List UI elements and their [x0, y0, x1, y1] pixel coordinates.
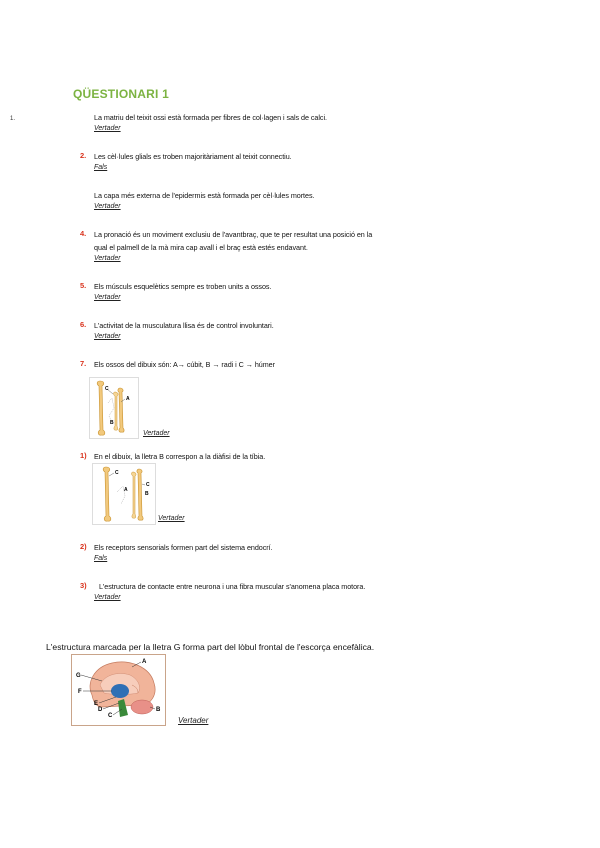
- figure2-label-c-left: C: [115, 470, 119, 476]
- list-marker: 1.: [10, 116, 16, 122]
- arm-bones-figure-1: [89, 377, 139, 439]
- question-4-text-line2: qual el palmell de la mà mira cap avall i el braç està estés endavant.: [94, 243, 308, 252]
- figure2-label-c-right: C: [146, 482, 150, 488]
- brain-label-c: C: [108, 713, 113, 719]
- question-2-number: 2.: [80, 151, 87, 160]
- question-7-number: 7.: [80, 359, 87, 368]
- subquestion-3-text: L'estructura de contacte entre neurona i una fibra muscular s'anomena placa motora.: [99, 582, 366, 591]
- subquestion-1-number: 1): [80, 451, 87, 460]
- question-2-text: Les cèl·lules glials es troben majoritàriament al teixit connectiu.: [94, 152, 292, 161]
- question-3-answer: Vertader: [94, 203, 121, 210]
- subquestion-1-answer: Vertader: [158, 515, 185, 522]
- brain-label-g: G: [76, 673, 81, 679]
- arm-bones-figure-2: [92, 463, 156, 525]
- arm-bones-illustration: [90, 378, 138, 438]
- final-question-answer: Vertader: [178, 716, 209, 725]
- brain-label-f: F: [78, 689, 82, 695]
- question-5-number: 5.: [80, 281, 87, 290]
- question-4-answer: Vertader: [94, 255, 121, 262]
- subquestion-1-text: En el dibuix, la lletra B correspon a la diàfisi de la tíbia.: [94, 452, 266, 461]
- question-6-text: L'activitat de la musculatura llisa és de control involuntari.: [94, 321, 274, 330]
- question-5-answer: Vertader: [94, 294, 121, 301]
- brain-label-b: B: [156, 707, 161, 713]
- brain-label-d: D: [98, 707, 103, 713]
- figure2-label-a: A: [124, 487, 128, 493]
- question-1-text: La matriu del teixit ossi està formada per fibres de col·lagen i sals de calci.: [94, 113, 327, 122]
- page-title: QÜESTIONARI 1: [73, 87, 169, 101]
- arm-bones-illustration-2: [93, 464, 155, 524]
- figure2-label-b: B: [145, 491, 149, 497]
- question-7-answer: Vertader: [143, 430, 170, 437]
- question-7-text: Els ossos del dibuix són: A→ cúbit, B → radi i C → húmer: [94, 360, 275, 369]
- brain-illustration: [72, 655, 165, 725]
- figure1-label-b: B: [110, 420, 114, 426]
- subquestion-2-text: Els receptors sensorials formen part del sistema endocrí.: [94, 543, 273, 552]
- question-4-number: 4.: [80, 229, 87, 238]
- figure1-label-a: A: [126, 396, 130, 402]
- question-6-number: 6.: [80, 320, 87, 329]
- question-4-text-line1: La pronació és un moviment exclusiu de l'avantbraç, que te per resultat una posició en la: [94, 230, 373, 239]
- final-question-text: L'estructura marcada per la lletra G forma part del lòbul frontal de l'escorça encefàlica.: [46, 642, 375, 652]
- subquestion-2-answer: Fals: [94, 555, 108, 562]
- subquestion-3-number: 3): [80, 581, 87, 590]
- brain-label-a: A: [142, 659, 147, 665]
- subquestion-3-answer: Vertader: [94, 594, 121, 601]
- question-5-text: Els músculs esquelètics sempre es troben units a ossos.: [94, 282, 272, 291]
- question-6-answer: Vertader: [94, 333, 121, 340]
- question-2-answer: Fals: [94, 164, 108, 171]
- question-3-text: La capa més externa de l'epidermis està formada per cèl·lules mortes.: [94, 191, 315, 200]
- question-1-answer: Vertader: [94, 125, 121, 132]
- figure1-label-c: C: [105, 386, 109, 392]
- brain-figure: [71, 654, 166, 726]
- brain-label-e: E: [94, 701, 99, 707]
- subquestion-2-number: 2): [80, 542, 87, 551]
